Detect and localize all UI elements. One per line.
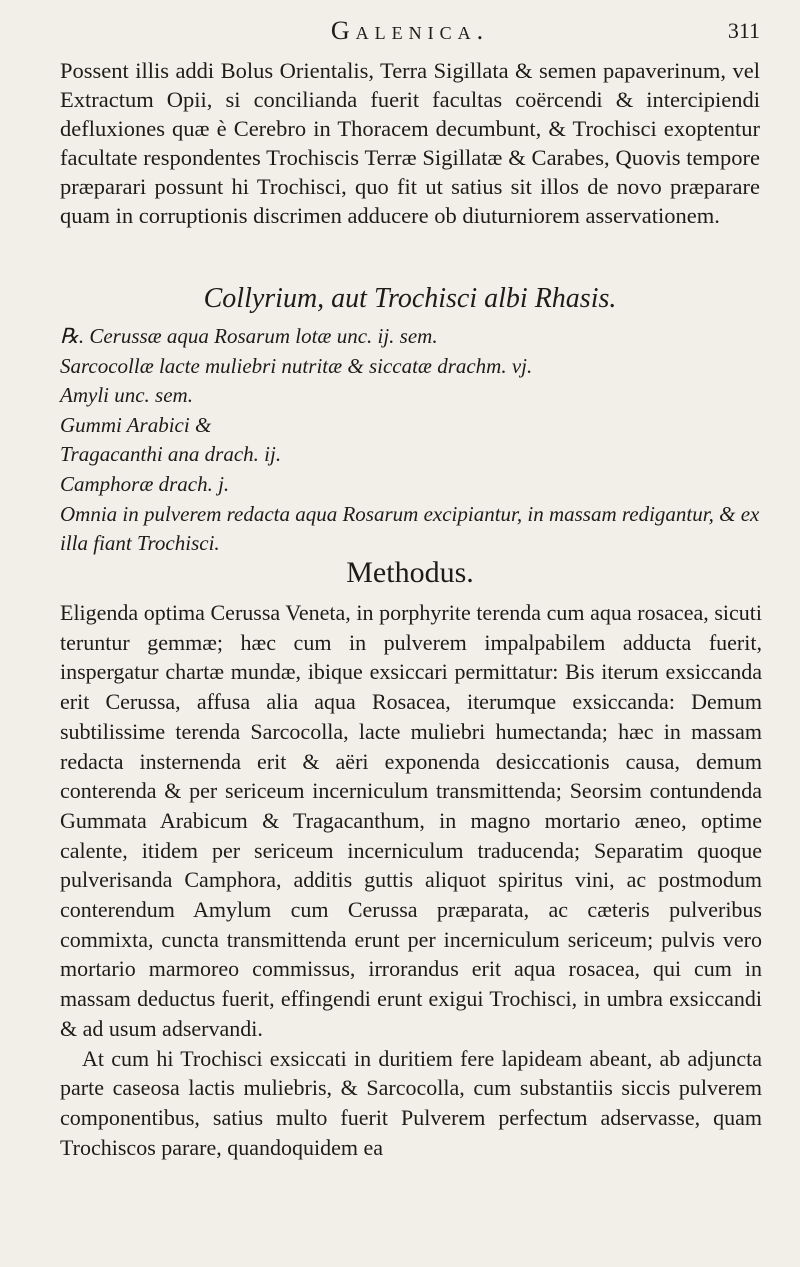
method-body (60, 598, 762, 1162)
method-title: Methodus. (346, 556, 474, 589)
recipe-line: Gummi Arabici & (60, 412, 212, 437)
intro-paragraph (60, 56, 760, 230)
recipe-line: ℞. Cerussæ aqua Rosarum lotæ unc. ij. sem. (60, 324, 438, 348)
recipe-line: Tragacanthi ana drach. ij. (60, 442, 282, 467)
recipe-line: Sarcocollæ lacte muliebri nutritæ & siccatæ drachm. vj. (60, 353, 533, 378)
recipe-line: Camphoræ drach. j. (60, 471, 230, 496)
running-head (60, 16, 760, 50)
running-title: Galenica. (330, 16, 490, 45)
method-paragraph: Eligenda optima Cerussa Veneta, in porphyrite terenda cum aqua rosacea, sicuti teruntur gemmæ; hæc cum in pulverem impalpabilem adducta fuerit, inspergatur chartæ mundæ, ibique exsiccari permittatur: Bis iterum exsiccanda erit Cerussa, affusa alia aqua Rosacea, iterumque exsiccanda: Demum subtilissime terenda Sarcocolla, lacte muliebri humectanda; hæc in massam redacta insternenda erit & aëri exponenda desiccationis causa, demum conterenda & per sericeum incerniculum transmittenda; Seorsim contundenda Gummata Arabicum & Tragacanthum, in magno mortario æneo, optime calente, itidem per sericeum incerniculum traducenda; Separatim quoque pulverisanda Camphora, additis guttis aliquot spiritus vini, ac postmodum conterendum Amylum cum Cerussa præparata, ac cæteris pulveribus commixta, cuncta transmittenda erunt per incerniculum sericeum; pulvis vero mortario marmoreo commissus, irrorandus erit aqua rosacea, qui cum in massam deductus fuerit, effingendi erunt exigui Trochisci, in umbra exsiccandi & ad usum adservandi. (60, 600, 762, 1041)
recipe-title: Collyrium, aut Trochisci albi Rhasis. (203, 283, 617, 314)
recipe-instruction: Omnia in pulverem redacta aqua Rosarum excipiantur, in massam redigantur, & ex illa fiant Trochisci. (60, 501, 760, 556)
intro-paragraph-text: Possent illis addi Bolus Orientalis, Terra Sigillata & semen papaverinum, vel Extractum Opii, si concilianda fuerit facultas coërcendi & intercipiendi defluxiones quæ è Cerebro in Thoracem decumbunt, & Trochisci exoptentur facultate respondentes Trochiscis Terræ Sigillatæ & Carabes, Quovis tempore præparari possunt hi Trochisci, quo fit ut satius sit illos de novo præparare quam in corruptionis discrimen adducere ob diuturniorem asservationem. (60, 58, 760, 228)
page-number: 311 (727, 18, 760, 43)
recipe-list (60, 322, 760, 559)
method-paragraph: At cum hi Trochisci exsiccati in duritiem fere lapideam abeant, ab adjuncta parte caseosa lactis muliebris, & Sarcocolla, cum substantiis siccis pulverem componentibus, satius multo fuerit Pulverem perfectum adservasse, quam Trochiscos parare, quandoquidem ea (60, 1045, 762, 1160)
recipe-line: Amyli unc. sem. (60, 383, 193, 408)
